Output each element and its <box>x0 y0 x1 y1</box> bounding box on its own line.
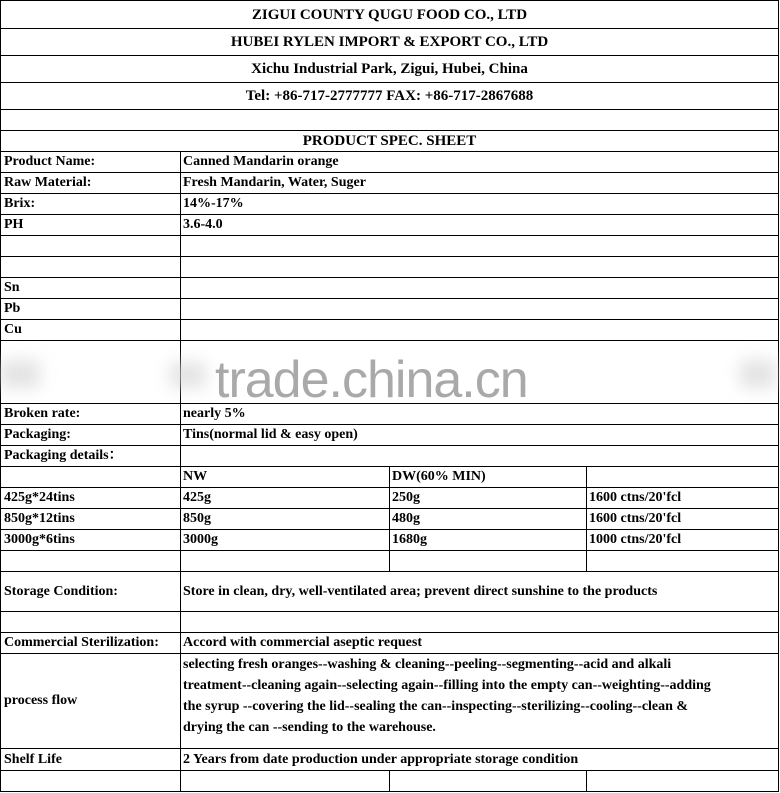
storage-row <box>0 571 779 611</box>
spec-row-raw-material <box>0 172 779 193</box>
packaging-header-cell: DW(60% MIN) <box>390 467 587 487</box>
spec-row-packaging-details <box>0 445 779 466</box>
packaging-value: Tins(normal lid & easy open) <box>181 425 779 445</box>
packaging-cell: 480g <box>390 509 587 529</box>
packaging-cell: 250g <box>390 488 587 508</box>
process-line: selecting fresh oranges--washing & cleaning--peeling--segmenting--acid and alkali <box>183 657 672 672</box>
brix-label: Brix: <box>0 194 181 214</box>
spec-row-cu <box>0 319 779 340</box>
sterilization-value: Accord with commercial aseptic request <box>181 633 779 653</box>
shelf-life-row <box>0 748 779 770</box>
empty-cell <box>181 236 779 256</box>
packaging-row <box>0 487 779 508</box>
sn-label: Sn <box>0 278 181 298</box>
empty-cell <box>0 612 181 632</box>
process-flow-label: process flow <box>0 654 181 748</box>
sterilization-label: Commercial Sterilization: <box>0 633 181 653</box>
storage-value: Store in clean, dry, well-ventilated area; prevent direct sunshine to the products <box>181 572 779 611</box>
product-name-label: Product Name: <box>0 152 181 172</box>
packaging-header-cell <box>0 467 181 487</box>
packaging-cell: 1680g <box>390 530 587 550</box>
spec-row-obscured <box>0 340 779 403</box>
broken-rate-value: nearly 5% <box>181 404 779 424</box>
sterilization-row <box>0 632 779 653</box>
company-name-2: HUBEI RYLEN IMPORT & EXPORT CO., LTD <box>0 29 779 55</box>
empty-cell <box>181 341 779 403</box>
empty-cell <box>587 551 779 571</box>
pb-value <box>181 299 779 319</box>
packaging-cell: 425g <box>181 488 390 508</box>
sheet-title: PRODUCT SPEC. SHEET <box>0 131 779 151</box>
packaging-header-cell <box>587 467 779 487</box>
packaging-cell: 1000 ctns/20'fcl <box>587 530 779 550</box>
packaging-header-cell: NW <box>181 467 390 487</box>
empty-cell <box>0 771 181 791</box>
packaging-cell: 1600 ctns/20'fcl <box>587 509 779 529</box>
empty-cell <box>390 771 587 791</box>
spec-row-packaging <box>0 424 779 445</box>
header-row-company1 <box>0 0 779 28</box>
raw-material-value: Fresh Mandarin, Water, Suger <box>181 173 779 193</box>
packaging-cell: 850g <box>181 509 390 529</box>
spec-row-brix <box>0 193 779 214</box>
cu-label: Cu <box>0 320 181 340</box>
empty-cell <box>181 446 779 466</box>
empty-cell <box>181 612 779 632</box>
packaging-row <box>0 529 779 550</box>
empty-cell <box>0 257 181 277</box>
cu-value <box>181 320 779 340</box>
packaging-empty-row <box>0 550 779 571</box>
empty-cell <box>0 341 181 403</box>
spec-row-product-name <box>0 151 779 172</box>
packaging-cell: 3000g*6tins <box>0 530 181 550</box>
company-contact: Tel: +86-717-2777777 FAX: +86-717-2867688 <box>0 83 779 109</box>
packaging-cell: 1600 ctns/20'fcl <box>587 488 779 508</box>
spec-row-broken-rate <box>0 403 779 424</box>
shelf-life-label: Shelf Life <box>0 749 181 770</box>
packaging-cell: 3000g <box>181 530 390 550</box>
product-name-value: Canned Mandarin orange <box>181 152 779 172</box>
process-line: the syrup --covering the lid--sealing the can--inspecting--sterilizing--cooling--clean & <box>183 699 689 714</box>
empty-cell <box>0 551 181 571</box>
ph-label: PH <box>0 215 181 235</box>
ph-value: 3.6-4.0 <box>181 215 779 235</box>
blank-cell <box>0 110 779 130</box>
spec-row-empty-2 <box>0 256 779 277</box>
header-row-address <box>0 55 779 82</box>
storage-label: Storage Condition: <box>0 572 181 611</box>
broken-rate-label: Broken rate: <box>0 404 181 424</box>
sheet-title-row <box>0 130 779 151</box>
header-row-company2 <box>0 28 779 55</box>
process-line: treatment--cleaning again--selecting again--filling into the empty can--weighting--adding <box>183 678 711 693</box>
empty-cell <box>181 551 390 571</box>
header-row-contact <box>0 82 779 109</box>
blank-row-2 <box>0 611 779 632</box>
empty-cell <box>181 771 390 791</box>
company-name-1: ZIGUI COUNTY QUGU FOOD CO., LTD <box>0 1 779 28</box>
trailing-row <box>0 770 779 792</box>
spec-row-sn <box>0 277 779 298</box>
brix-value: 14%-17% <box>181 194 779 214</box>
empty-cell <box>587 771 779 791</box>
packaging-row <box>0 508 779 529</box>
empty-cell <box>0 236 181 256</box>
spec-row-ph <box>0 214 779 235</box>
company-address: Xichu Industrial Park, Zigui, Hubei, China <box>0 56 779 82</box>
blank-row <box>0 109 779 130</box>
process-flow-row <box>0 653 779 748</box>
spec-row-empty-1 <box>0 235 779 256</box>
empty-cell <box>390 551 587 571</box>
empty-cell <box>181 257 779 277</box>
packaging-cell: 850g*12tins <box>0 509 181 529</box>
pb-label: Pb <box>0 299 181 319</box>
packaging-details-label: Packaging details： <box>0 446 181 466</box>
process-line: drying the can --sending to the warehouse. <box>183 720 436 735</box>
shelf-life-value: 2 Years from date production under appropriate storage condition <box>181 749 779 770</box>
watermark-text: trade.china.cn <box>215 351 528 409</box>
raw-material-label: Raw Material: <box>0 173 181 193</box>
process-flow-text <box>181 654 779 748</box>
spec-row-pb <box>0 298 779 319</box>
packaging-label: Packaging: <box>0 425 181 445</box>
packaging-header-row <box>0 466 779 487</box>
packaging-cell: 425g*24tins <box>0 488 181 508</box>
sn-value <box>181 278 779 298</box>
